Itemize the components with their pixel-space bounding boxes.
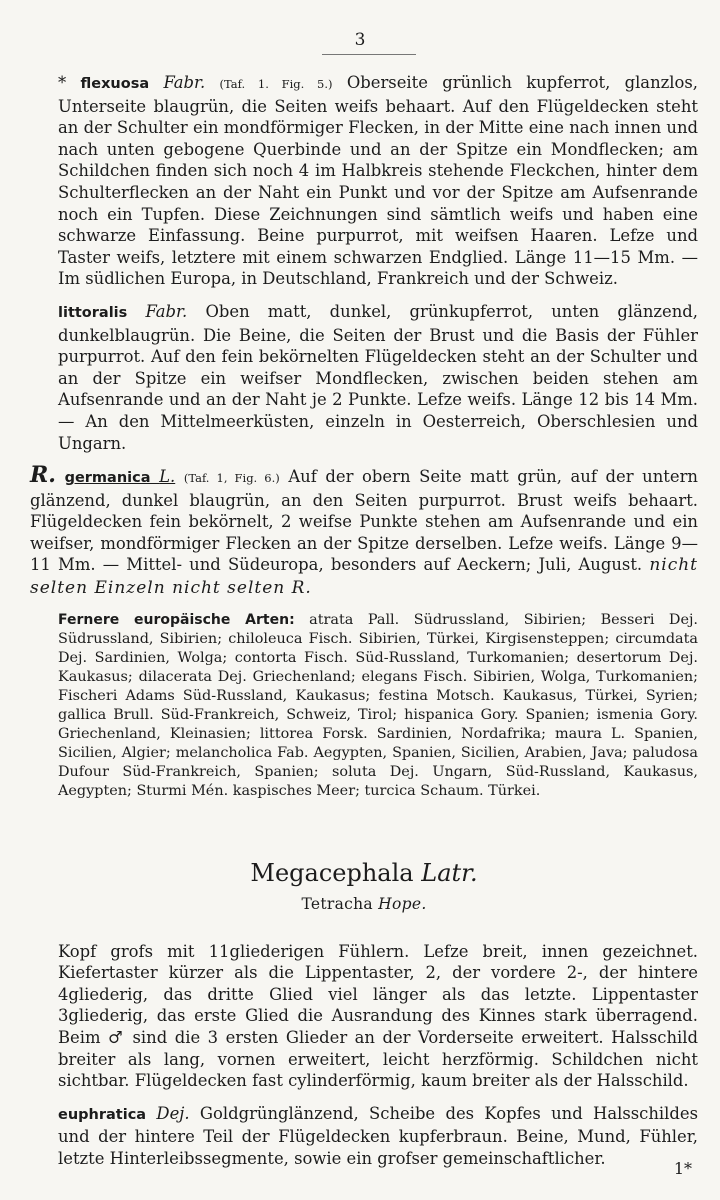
plate-reference: (Taf. 1, Fig. 6.) <box>183 471 280 486</box>
species-description: Oben matt, dunkel, grünkupferrot, unten glänzend, dunkelblaugrün. Die Beine, die Seiten der Brust und die Basis der Fühler purpurrot. Auf den fein bekörnelten Flügeldecken steht an der Schulter und an der Spitze ein weifser Mondflecken, zwischen beiden stehen am Aufsenrande und an der Naht je 2 Punkte. Lefze weifs. Länge 12 bis 14 Mm. — An den Mittelmeerküsten, einzeln in Oesterreich, Oberschlesien und Ungarn. <box>58 301 699 453</box>
genus-heading <box>30 859 698 887</box>
subgenus-name: Tetracha <box>301 894 373 913</box>
species-description: Auf der obern Seite matt grün, auf der untern glänzend, dunkel blaugrün, an den Seiten purpurrot. Brust weifs behaart. Flügeldecken fein bekörnelt, 2 weifse Punkte stehen am Aufsenrande und ein weifser, mondförmiger Flecken an der Spitze derselben. Lefze weifs. Länge 9—11 Mm. — Mittel- und Südeuropa, besonders auf Aeckern; Juli, August. <box>30 467 698 575</box>
species-name: euphratica <box>58 1106 147 1123</box>
species-author: Fabr. <box>145 301 188 321</box>
page-number: 3 <box>354 30 366 50</box>
handwritten-annotation: nicht selten Einzeln nicht selten R. <box>30 555 698 599</box>
asterisk-mark: * <box>58 73 81 92</box>
plate-reference: (Taf. 1. Fig. 5.) <box>219 77 333 91</box>
species-name: flexuosa <box>80 76 150 92</box>
further-species-list: atrata Pall. Südrussland, Sibirien; Besseri Dej. Südrussland, Sibirien; chiloleuca Fisch. Sibirien, Türkei, Kirgisensteppen; circumdata Dej. Sardinien, Wolga; contorta Fisch. Süd-Russland, Turkomanien; desertorum Dej. Kaukasus; dilacerata Dej. Griechenland; elegans Fisch. Sibirien, Wolga, Turkomanien; Fischeri Adams Süd-Russland, Kaukasus; festina Motsch. Kaukasus, Türkei, Syrien; gallica Brull. Süd-Frankreich, Schweiz, Tirol; hispanica Gory. Spanien; ismenia Gory. Griechenland, Kleinasien; littorea Forsk. Sardinien, Nordafrika; maura L. Spanien, Sicilien, Algier; melancholica Fab. Aegypten, Spanien, Sicilien, Arabien, Java; paludosa Dufour Süd-Frankreich, Spanien; soluta Dej. Ungarn, Süd-Russland, Kaukasus, Aegypten; Sturmi Mén. kaspisches Meer; turcica Schaum. Türkei. <box>58 611 699 799</box>
entry-euphratica <box>30 1103 698 1170</box>
entry-further-species <box>30 611 698 801</box>
subgenus-heading <box>30 895 698 913</box>
species-name: germanica <box>64 470 151 487</box>
species-description: Oberseite grünlich kupferrot, glanzlos, Unterseite blaugrün, die Seiten weifs behaart. Auf den Flügeldecken steht an der Schulter ein mondförmiger Flecken, in der Mitte eine nach innen und nach unten gebogene Querbinde und an der Spitze ein Mondflecken; am Schildchen finden sich noch 4 im Halbkreis stehende Fleckchen, hinter dem Schulterflecken an der Naht ein Punkt und vor der Spitze am Aufsenrande noch ein Tupfen. Diese Zeichnungen sind sämtlich weifs und haben eine schwarze Einfassung. Beine purpurrot, mit weifsen Haaren. Lefze und Taster weifs, letztere mit einem schwarzen Endglied. Länge 11—15 Mm. — Im südlichen Europa, in Deutschland, Frankreich und der Schweiz. <box>58 73 699 289</box>
species-name: littoralis <box>58 304 128 321</box>
entry-littoralis <box>30 301 698 454</box>
handwritten-mark: R. <box>30 462 56 489</box>
genus-author: Latr. <box>421 858 478 887</box>
entry-germanica <box>30 462 698 600</box>
header-rule <box>322 54 416 55</box>
species-author: Dej. <box>156 1103 190 1123</box>
main-text <box>30 72 698 1181</box>
subgenus-author: Hope. <box>378 894 427 913</box>
species-author: Fabr. <box>163 73 206 92</box>
signature-mark: 1* <box>673 1159 692 1178</box>
genus-name: Megacephala <box>250 858 414 887</box>
species-author: L. <box>159 467 176 487</box>
further-species-lead: Fernere europäische Arten: <box>58 611 295 628</box>
genus-description: Kopf grofs mit 11gliederigen Fühlern. Lefze breit, innen gezeichnet. Kiefertaster kürzer als die Lippentaster, 2, der vordere 2-, der hintere 4gliederig, das dritte Glied viel länger als das letzte. Lippentaster 3gliederig, das erste Glied die Ausrandung des Kinnes stark überragend. Beim ♂ sind die 3 ersten Glieder an der Vorderseite erweitert. Halsschild breiter als lang, vornen erweitert, leicht herzförmig. Schildchen nicht sichtbar. Flügeldecken fast cylinderförmig, kaum breiter als der Halsschild. <box>58 941 698 1091</box>
entry-flexuosa <box>30 72 698 290</box>
species-description: Goldgrünglänzend, Scheibe des Kopfes und Halsschildes und der hintere Teil der Flügeldecken kupferbraun. Beine, Mund, Fühler, letzte Hinterleibssegmente, sowie ein grofser gemeinschaftlicher. <box>58 1103 698 1168</box>
